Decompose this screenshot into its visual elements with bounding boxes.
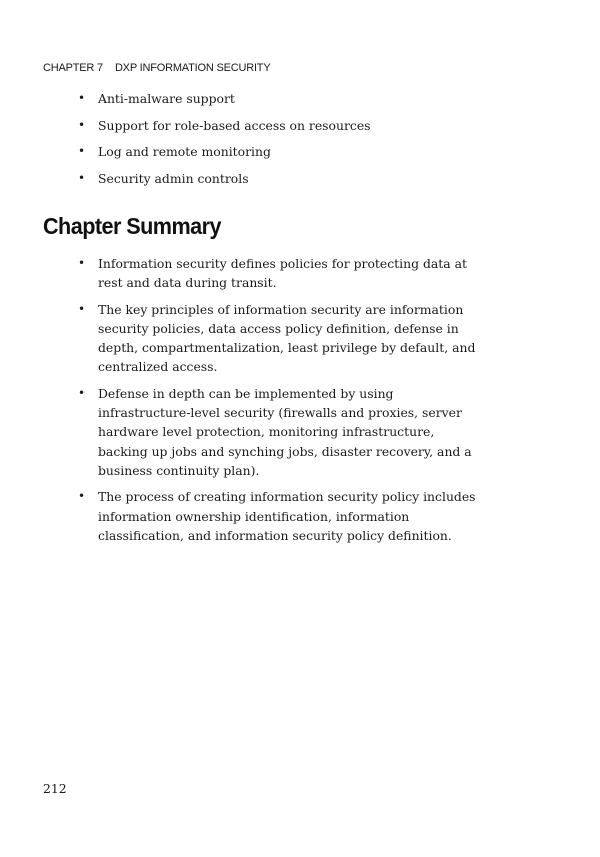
summary-item-text: The key principles of information security are information security policies, data access policy definition, defense in depth, compartmentalization, least privilege by default, and centralized access. (98, 301, 476, 375)
bullet-icon: • (78, 170, 86, 185)
summary-item-text: Defense in depth can be implemented by using infrastructure-level security (firewalls and proxies, server hardware level protection, monitoring infrastructure, backing up jobs and synching jobs, disaster recovery, and a business continuity plan). (98, 385, 472, 478)
bullet-icon: • (78, 117, 86, 132)
bullet-icon: • (78, 144, 86, 158)
list-item (0, 89, 478, 108)
bullet-icon: • (78, 301, 86, 316)
bullet-icon: • (78, 385, 86, 400)
feature-list (0, 89, 478, 195)
list-item-text: Support for role-based access on resources (98, 117, 371, 133)
list-item (0, 116, 478, 135)
chapter-title: DXP INFORMATION SECURITY (114, 62, 271, 74)
bullet-icon: • (78, 256, 86, 270)
list-item (0, 142, 478, 161)
list-item-text: Log and remote monitoring (98, 144, 271, 159)
bullet-icon: • (78, 489, 86, 504)
summary-list (0, 254, 478, 552)
summary-item (0, 384, 478, 480)
summary-item (0, 487, 478, 545)
list-item (0, 169, 478, 188)
section-heading: Chapter Summary (43, 213, 221, 239)
page-number: 212 (43, 781, 67, 796)
summary-item (0, 300, 478, 377)
chapter-label: CHAPTER 7 (43, 62, 103, 74)
summary-item-text: The process of creating information security policy includes information ownership identification, information classification, and information security policy definition. (98, 489, 476, 543)
summary-item (0, 254, 478, 293)
list-item-text: Anti-malware support (98, 91, 235, 106)
list-item-text: Security admin controls (98, 170, 249, 186)
bullet-icon: • (78, 91, 86, 105)
summary-item-text: Information security defines policies for protecting data at rest and data during transit. (98, 256, 467, 291)
running-header (43, 62, 270, 74)
